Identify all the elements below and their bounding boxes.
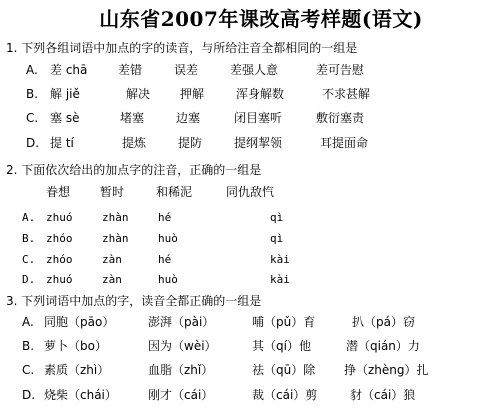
option-item: 扒（pá）窃 xyxy=(352,315,415,329)
option-head: 差 chā xyxy=(50,63,88,77)
word: 和稀泥 xyxy=(156,185,193,199)
pinyin: zhuó xyxy=(46,211,73,224)
option-item: 挣（zhèng）扎 xyxy=(344,363,429,377)
option-item: 刚才（cái） xyxy=(148,388,214,402)
pinyin: zàn xyxy=(102,273,122,286)
question-3-stem: 3. 下列词语中加点的字，读音全都正确的一组是 xyxy=(6,294,262,308)
question-2-stem: 2. 下面依次给出的加点字的注音，正确的一组是 xyxy=(6,163,262,177)
option-word: 边塞 xyxy=(176,111,201,125)
pinyin: zhóo xyxy=(46,232,73,245)
option-word: 堵塞 xyxy=(120,111,145,125)
word: 暂时 xyxy=(100,185,125,199)
pinyin: kài xyxy=(270,273,290,286)
option-word: 耳提面命 xyxy=(320,136,369,150)
option-label: C. xyxy=(22,363,35,377)
question-1-stem: 1. 下列各组词语中加点的字的读音，与所给注音全都相同的一组是 xyxy=(6,41,358,55)
pinyin: huò xyxy=(158,273,178,286)
option-word: 押解 xyxy=(180,87,205,101)
option-label: B. xyxy=(22,232,36,245)
option-item: 因为（wèi） xyxy=(148,339,217,353)
option-head: 提 tí xyxy=(50,136,74,150)
option-label: B. xyxy=(26,87,39,101)
option-item: 素质（zhì） xyxy=(44,363,110,377)
option-label: C. xyxy=(22,253,36,266)
option-word: 敷衍塞责 xyxy=(316,111,365,125)
option-label: C. xyxy=(26,111,39,125)
option-label: D. xyxy=(22,273,36,286)
option-word: 解决 xyxy=(126,87,151,101)
option-item: 其（qí）他 xyxy=(252,339,311,353)
option-item: 潜（qián）力 xyxy=(346,339,420,353)
option-item: 澎湃（pài） xyxy=(148,315,215,329)
option-item: 烧柴（chái） xyxy=(44,388,117,402)
option-item: 哺（pǔ）育 xyxy=(252,315,316,329)
pinyin: kài xyxy=(270,253,290,266)
option-label: A. xyxy=(22,315,34,329)
page-title: 山东省2007年课改高考样题(语文) xyxy=(99,7,423,31)
option-word: 误差 xyxy=(174,63,199,77)
option-word: 提炼 xyxy=(122,136,147,150)
option-label: A. xyxy=(26,63,38,77)
option-label: D. xyxy=(26,136,40,150)
pinyin: qì xyxy=(270,211,284,224)
pinyin: huò xyxy=(158,232,178,245)
option-word: 差强人意 xyxy=(230,63,279,77)
option-word: 提防 xyxy=(178,136,203,150)
option-word: 不求甚解 xyxy=(322,87,371,101)
option-item: 同胞（pāo） xyxy=(44,315,115,329)
option-item: 豺（cái）狼 xyxy=(350,388,416,402)
pinyin: zhàn xyxy=(102,232,129,245)
word: 眷想 xyxy=(46,185,71,199)
option-label: B. xyxy=(22,339,35,353)
option-word: 差可告慰 xyxy=(316,63,365,77)
option-word: 闭目塞听 xyxy=(234,111,283,125)
option-head: 解 jiě xyxy=(50,87,80,101)
pinyin: zhóo xyxy=(46,253,73,266)
option-item: 祛（qū）除 xyxy=(252,363,316,377)
option-item: 萝卜（bo） xyxy=(44,339,107,353)
option-word: 差错 xyxy=(118,63,143,77)
option-label: A. xyxy=(22,211,36,224)
option-word: 浑身解数 xyxy=(236,87,285,101)
pinyin: qì xyxy=(270,232,284,245)
option-word: 提纲挈领 xyxy=(234,136,283,150)
option-head: 塞 sè xyxy=(50,111,80,125)
option-item: 血脂（zhǐ） xyxy=(148,363,214,377)
word: 同仇敌忾 xyxy=(226,185,275,199)
pinyin: hé xyxy=(158,211,172,224)
option-item: 裁（cái）剪 xyxy=(252,388,318,402)
pinyin: hé xyxy=(158,253,172,266)
pinyin: zàn xyxy=(102,253,122,266)
pinyin: zhàn xyxy=(102,211,129,224)
option-label: D. xyxy=(22,388,36,402)
pinyin: zhuó xyxy=(46,273,73,286)
